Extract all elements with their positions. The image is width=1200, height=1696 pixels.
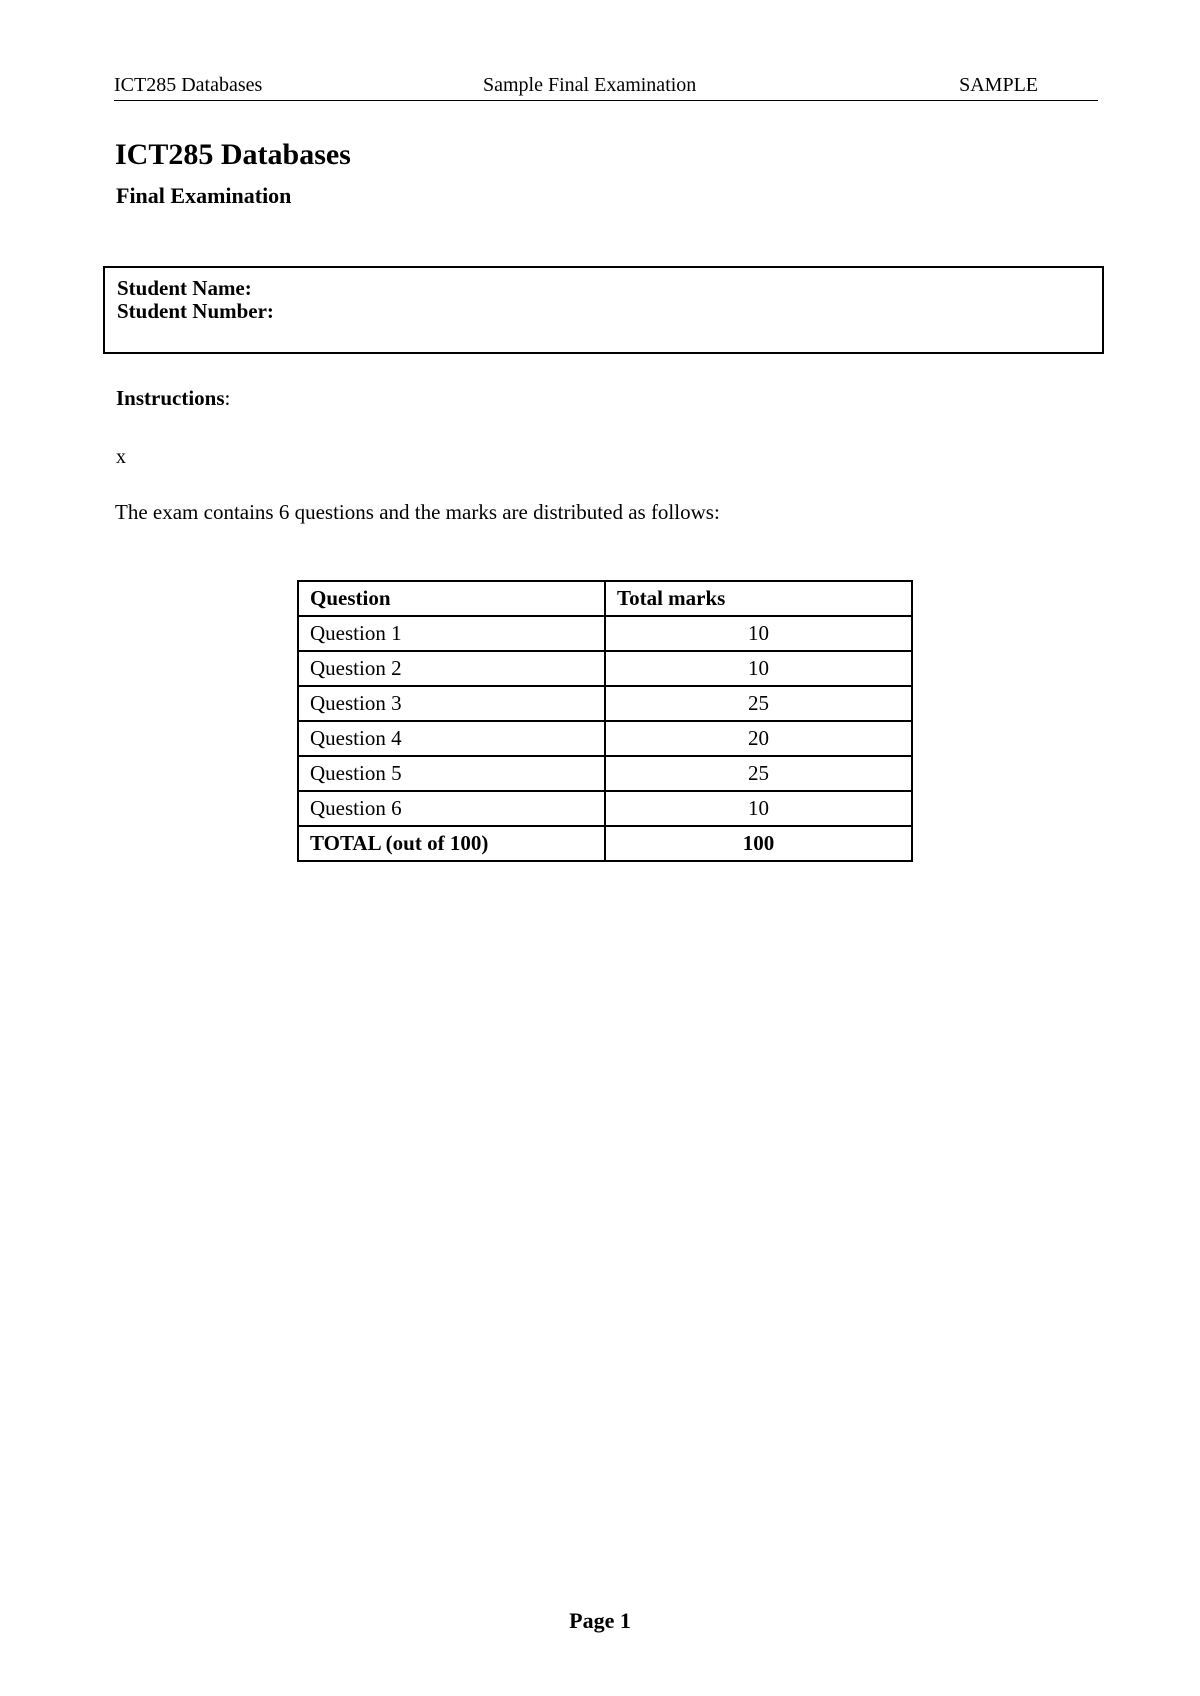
marks-cell: 10: [605, 791, 912, 826]
page-header: [114, 72, 1098, 101]
question-cell: Question 3: [298, 686, 605, 721]
table-header-row: [298, 581, 912, 616]
instructions-colon: :: [224, 386, 231, 410]
instruction-bullet: x: [116, 446, 126, 468]
table-total-row: [298, 826, 912, 861]
marks-cell: 25: [605, 686, 912, 721]
table-row: [298, 721, 912, 756]
page-subtitle: Final Examination: [116, 183, 292, 208]
student-number-label: Student Number:: [117, 299, 274, 323]
marks-intro-text: The exam contains 6 questions and the marks are distributed as follows:: [115, 500, 720, 524]
total-marks-cell: 100: [605, 826, 912, 861]
marks-cell: 10: [605, 616, 912, 651]
marks-cell: 20: [605, 721, 912, 756]
marks-cell: 10: [605, 651, 912, 686]
header-exam-type: Sample Final Examination: [483, 74, 697, 96]
question-cell: Question 1: [298, 616, 605, 651]
column-header-question: Question: [298, 581, 605, 616]
table-row: [298, 791, 912, 826]
column-header-total-marks: Total marks: [605, 581, 912, 616]
question-cell: Question 4: [298, 721, 605, 756]
student-name-label: Student Name:: [117, 276, 252, 300]
total-label-cell: TOTAL (out of 100): [298, 826, 605, 861]
header-sample-label: SAMPLE: [959, 74, 1038, 96]
page-title: ICT285 Databases: [115, 138, 351, 171]
marks-distribution-table: [297, 580, 913, 862]
question-cell: Question 6: [298, 791, 605, 826]
instructions-label: Instructions: [116, 386, 225, 410]
instructions-heading: [116, 386, 230, 411]
header-course: ICT285 Databases: [114, 74, 263, 96]
marks-cell: 25: [605, 756, 912, 791]
page-number: Page 1: [569, 1608, 631, 1633]
table-row: [298, 616, 912, 651]
table-row: [298, 686, 912, 721]
table-row: [298, 651, 912, 686]
student-details-box: [103, 266, 1104, 354]
question-cell: Question 5: [298, 756, 605, 791]
table-row: [298, 756, 912, 791]
question-cell: Question 2: [298, 651, 605, 686]
